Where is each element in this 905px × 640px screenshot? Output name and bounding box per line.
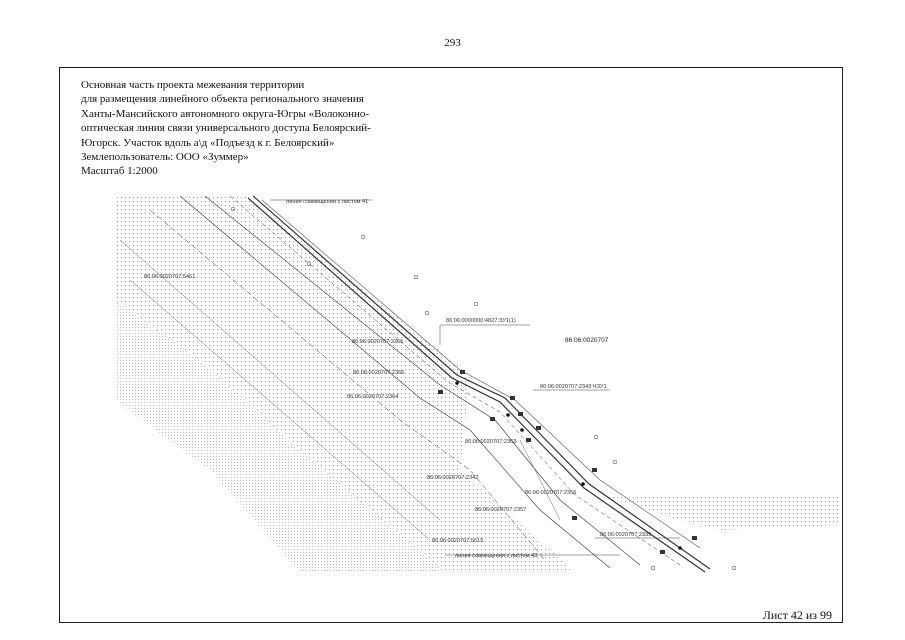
parcel-label: 86:06:0020707:2357 [475, 507, 527, 513]
parcel-label: 86:06:0020707:2342 [427, 475, 479, 481]
sheet-label: Лист 42 из 99 [762, 608, 832, 622]
marker [526, 438, 531, 442]
parcel-label: 86:06:0020707:2343:ЧЗУ1 [540, 384, 607, 390]
parcel-label: 86:06:0020707:2365 [352, 339, 404, 345]
parcel-label: 86:06:0020707:2363 [465, 439, 517, 445]
marker [536, 426, 541, 430]
tree-symbol [651, 566, 655, 570]
marker [592, 468, 597, 472]
parcel-label: 86:06:0020707:2366 [353, 370, 405, 376]
marker [692, 536, 697, 540]
quarter-number: 86:06:0020707 [565, 337, 609, 344]
marker [460, 370, 465, 374]
title-line: оптическая линия связи универсального доступа Белоярский- [81, 122, 371, 135]
tree-symbol [613, 460, 617, 464]
parcel-label: 86:06:0020707:2339 [600, 532, 652, 538]
land-user-line: Землепользователь: ООО «Зуммер» [81, 151, 249, 164]
marker [510, 396, 515, 400]
match-line-top-label: линия совмещения с листом 41 [286, 199, 369, 205]
marker [438, 390, 443, 394]
title-line: Югорск. Участок вдоль а\д «Подъезд к г. Белоярский» [81, 136, 335, 149]
match-line-bottom-label: линия совмещения с листом 43 [455, 553, 538, 559]
tree-symbol [361, 235, 365, 239]
parcel-label: 86:06:0020707:5615 [432, 538, 484, 544]
boundary-point [678, 546, 682, 550]
parcel-label: 86:06:0020707:2356 [525, 490, 577, 496]
marker [518, 412, 523, 416]
scale-line: Масштаб 1:2000 [81, 165, 158, 178]
boundary-point [520, 428, 524, 432]
tree-symbol [474, 302, 478, 306]
page-number: 293 [444, 37, 461, 49]
title-line: для размещения линейного объекта регионального значения [81, 93, 364, 106]
tree-symbol [425, 311, 429, 315]
boundary-point [506, 413, 510, 417]
title-line: Ханты-Мансийского автономного округа-Югры «Волоконно- [81, 107, 370, 120]
tree-symbol [732, 566, 736, 570]
parcel-label: 86:06:0020707:2364 [347, 394, 399, 400]
marker [490, 417, 495, 421]
tree-symbol [594, 435, 598, 439]
marker [660, 550, 665, 554]
boundary-point [581, 482, 585, 486]
tree-symbol [414, 275, 418, 279]
parcel-label: 86:06:0000000:4827:ЗУ1(1) [446, 318, 516, 324]
title-line: Основная часть проекта межевания территории [81, 79, 305, 91]
parcel-label: 86:06:0020707:5461 [144, 274, 196, 280]
marker [572, 516, 577, 520]
boundary-point [455, 381, 459, 385]
